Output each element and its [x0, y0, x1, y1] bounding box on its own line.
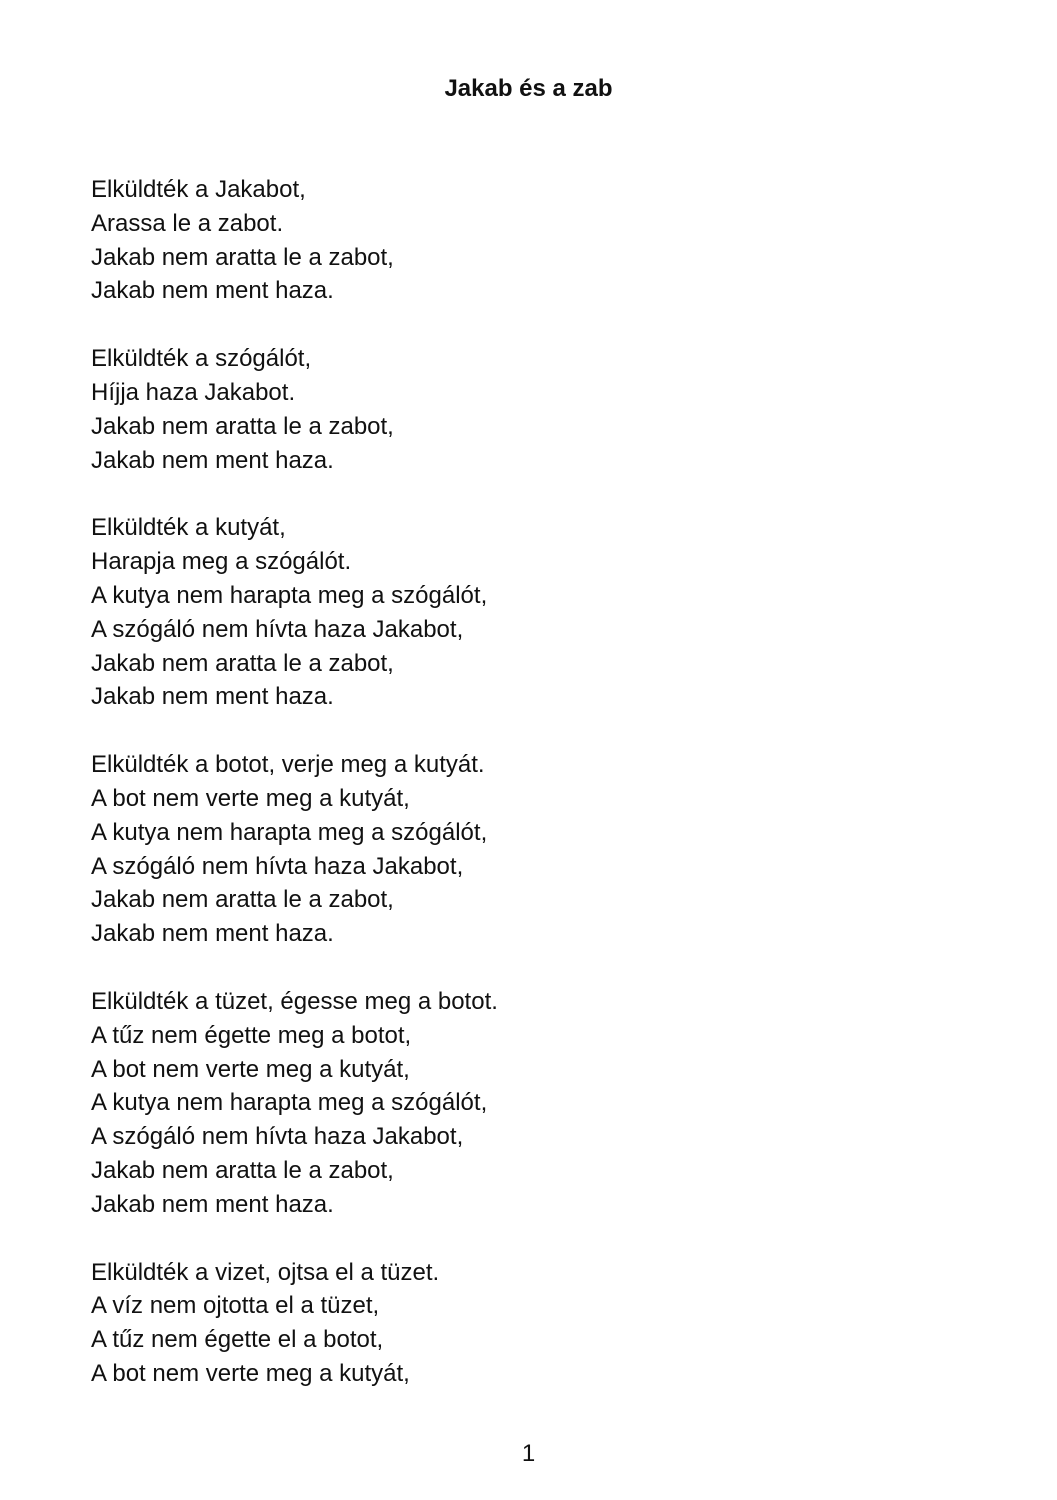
poem-body: [91, 173, 991, 1425]
poem-line: Jakab nem ment haza.: [91, 446, 334, 474]
poem-line: Arassa le a zabot.: [91, 209, 284, 237]
stanza-3: [91, 511, 991, 714]
poem-line: Jakab nem aratta le a zabot,: [91, 243, 394, 271]
poem-line: Harapja meg a szógálót.: [91, 548, 352, 576]
poem-line: A szógáló nem hívta haza Jakabot,: [91, 615, 464, 643]
poem-line: Jakab nem aratta le a zabot,: [91, 412, 394, 440]
poem-line: Jakab nem aratta le a zabot,: [91, 886, 394, 914]
stanza-6: [91, 1256, 991, 1391]
poem-line: Elküldték a tüzet, égesse meg a botot.: [91, 987, 498, 1015]
poem-line: A bot nem verte meg a kutyát,: [91, 784, 410, 812]
poem-line: A kutya nem harapta meg a szógálót,: [91, 1089, 488, 1117]
document-title: Jakab és a zab: [444, 75, 613, 102]
poem-line: Elküldték a vizet, ojtsa el a tüzet.: [91, 1258, 440, 1286]
poem-line: A kutya nem harapta meg a szógálót,: [91, 581, 488, 609]
poem-line: Híjja haza Jakabot.: [91, 378, 296, 406]
poem-line: Jakab nem aratta le a zabot,: [91, 1156, 394, 1184]
poem-line: A víz nem ojtotta el a tüzet,: [91, 1292, 380, 1320]
poem-line: A szógáló nem hívta haza Jakabot,: [91, 852, 464, 880]
poem-line: A szógáló nem hívta haza Jakabot,: [91, 1123, 464, 1151]
poem-line: Jakab nem aratta le a zabot,: [91, 649, 394, 677]
poem-line: A tűz nem égette meg a botot,: [91, 1021, 412, 1049]
poem-line: Jakab nem ment haza.: [91, 277, 334, 305]
poem-line: Jakab nem ment haza.: [91, 920, 334, 948]
poem-line: A bot nem verte meg a kutyát,: [91, 1359, 410, 1387]
poem-line: A tűz nem égette el a botot,: [91, 1326, 384, 1354]
page-number: 1: [521, 1440, 536, 1467]
poem-line: A bot nem verte meg a kutyát,: [91, 1055, 410, 1083]
stanza-1: [91, 173, 991, 308]
poem-line: Jakab nem ment haza.: [91, 683, 334, 711]
stanza-5: [91, 985, 991, 1222]
poem-line: Elküldték a szógálót,: [91, 345, 312, 373]
stanza-4: [91, 748, 991, 951]
poem-line: Jakab nem ment haza.: [91, 1190, 334, 1218]
poem-line: Elküldték a botot, verje meg a kutyát.: [91, 751, 485, 779]
poem-line: A kutya nem harapta meg a szógálót,: [91, 818, 488, 846]
stanza-2: [91, 342, 991, 477]
poem-line: Elküldték a kutyát,: [91, 514, 286, 542]
poem-line: Elküldték a Jakabot,: [91, 176, 306, 203]
